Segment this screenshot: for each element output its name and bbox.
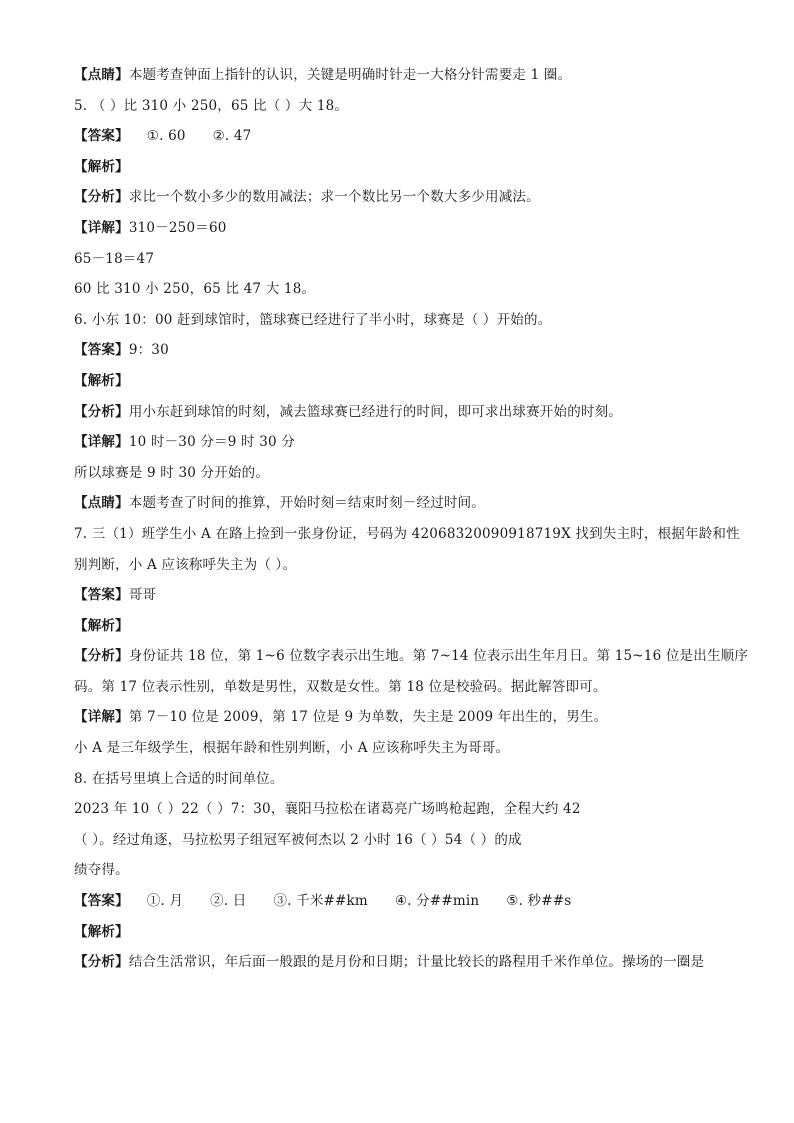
section-label: 【点睛】 <box>74 67 129 83</box>
text-line <box>74 244 724 275</box>
analysis-heading <box>74 152 724 183</box>
line-text: 5. （ ）比 310 小 250，65 比（ ）大 18。 <box>74 97 349 114</box>
text-line <box>74 60 724 91</box>
section-label: 【详解】 <box>74 434 129 451</box>
line-text: 码。第 17 位表示性别，单数是男性，双数是女性。第 18 位是校验码。据此解答即可。 <box>74 678 607 695</box>
line-text: 哥哥 <box>128 587 157 604</box>
section-label: 【点睛】 <box>74 495 129 512</box>
line-text: （ ）。经过角逐，马拉松男子组冠军被何杰以 2 小时 16（ ）54（ ）的成 <box>74 831 522 848</box>
text-line <box>74 213 724 244</box>
answer-line <box>74 121 724 152</box>
question-6 <box>74 305 724 336</box>
section-label: 【解析】 <box>74 617 129 634</box>
text-line <box>74 397 724 428</box>
section-label: 【分析】 <box>74 189 129 206</box>
section-label: 【解析】 <box>74 923 129 940</box>
line-text: 8. 在括号里填上合适的时间单位。 <box>74 770 284 787</box>
line-text: 7. 三（1）班学生小 A 在路上捡到一张身份证，号码为 42068320090918719X 找到失主时，根据年龄和性 <box>74 525 740 542</box>
analysis-heading <box>74 917 724 948</box>
question-7 <box>74 519 740 550</box>
text-line <box>74 641 749 672</box>
text-line <box>74 488 724 519</box>
line-text: 别判断，小 A 应该称呼失主为（ ）。 <box>74 556 297 573</box>
text-line <box>74 825 724 856</box>
line-text: 结合生活常识，年后面一般跟的是月份和日期；计量比较长的路程用千米作单位。操场的一圈是 <box>128 954 705 971</box>
line-text: 用小东赶到球馆的时刻，减去篮球赛已经进行的时间，即可求出球赛开始的时刻。 <box>128 403 623 420</box>
line-text: 求比一个数小多少的数用减法；求一个数比另一个数大多少用减法。 <box>128 189 540 206</box>
text-line <box>74 182 724 213</box>
section-label: 【答案】 <box>74 128 129 145</box>
section-label: 【分析】 <box>74 954 129 971</box>
section-label: 【答案】 <box>74 587 129 604</box>
line-text: 第 7－10 位是 2009，第 17 位是 9 为单数，失主是 2009 年出生的，男生。 <box>128 709 608 726</box>
line-text: 本题考查钟面上指针的认识，关键是明确时针走一大格分针需要走 1 圈。 <box>128 67 572 83</box>
text-line <box>74 274 724 305</box>
text-line <box>74 855 724 886</box>
question-8 <box>74 764 724 795</box>
text-line <box>74 672 724 703</box>
text-line <box>74 458 724 489</box>
line-text: 2023 年 10（ ）22（ ）7：30，襄阳马拉松在诸葛亮广场鸣枪起跑，全程大约 42 <box>74 801 581 818</box>
question-5 <box>74 91 724 122</box>
answer-line <box>74 580 724 611</box>
line-text: 60 比 310 小 250，65 比 47 大 18。 <box>74 281 316 298</box>
line-text: 绩夺得。 <box>74 862 129 879</box>
line-text: 65－18＝47 <box>74 250 155 267</box>
text-line <box>74 702 724 733</box>
analysis-heading <box>74 366 724 397</box>
line-text: 小 A 是三年级学生，根据年龄和性别判断，小 A 应该称呼失主为哥哥。 <box>74 740 510 757</box>
section-label: 【解析】 <box>74 372 129 389</box>
analysis-heading <box>74 611 724 642</box>
line-text: 10 时－30 分＝9 时 30 分 <box>128 434 295 451</box>
line-text: 身份证共 18 位，第 1~6 位数字表示出生地。第 7~14 位表示出生年月日。第 15~16 位是出生顺序 <box>128 648 749 665</box>
section-label: 【详解】 <box>74 709 129 726</box>
text-line <box>74 947 724 978</box>
text-line <box>74 794 724 825</box>
answer-line <box>74 886 724 917</box>
section-label: 【答案】 <box>74 342 129 359</box>
line-text: 本题考查了时间的推算，开始时刻＝结束时刻－经过时间。 <box>128 495 486 512</box>
section-label: 【解析】 <box>74 158 129 175</box>
section-label: 【答案】 <box>74 893 129 910</box>
line-text: 6. 小东 10：00 赶到球馆时，篮球赛已经进行了半小时，球赛是（ ）开始的。 <box>74 311 552 328</box>
line-text: ①. 月 ②. 日 ③. 千米##km ④. 分##min ⑤. 秒##s <box>128 893 572 910</box>
answer-line <box>74 335 724 366</box>
section-label: 【分析】 <box>74 403 129 420</box>
text-line <box>74 550 724 581</box>
section-label: 【详解】 <box>74 219 129 236</box>
line-text: 9：30 <box>128 342 169 359</box>
text-line <box>74 733 724 764</box>
section-label: 【分析】 <box>74 648 129 665</box>
line-text: 310－250＝60 <box>128 219 227 236</box>
text-line <box>74 427 724 458</box>
line-text: ①. 60 ②. 47 <box>128 128 252 145</box>
line-text: 所以球赛是 9 时 30 分开始的。 <box>74 464 270 481</box>
document-page <box>74 60 749 978</box>
